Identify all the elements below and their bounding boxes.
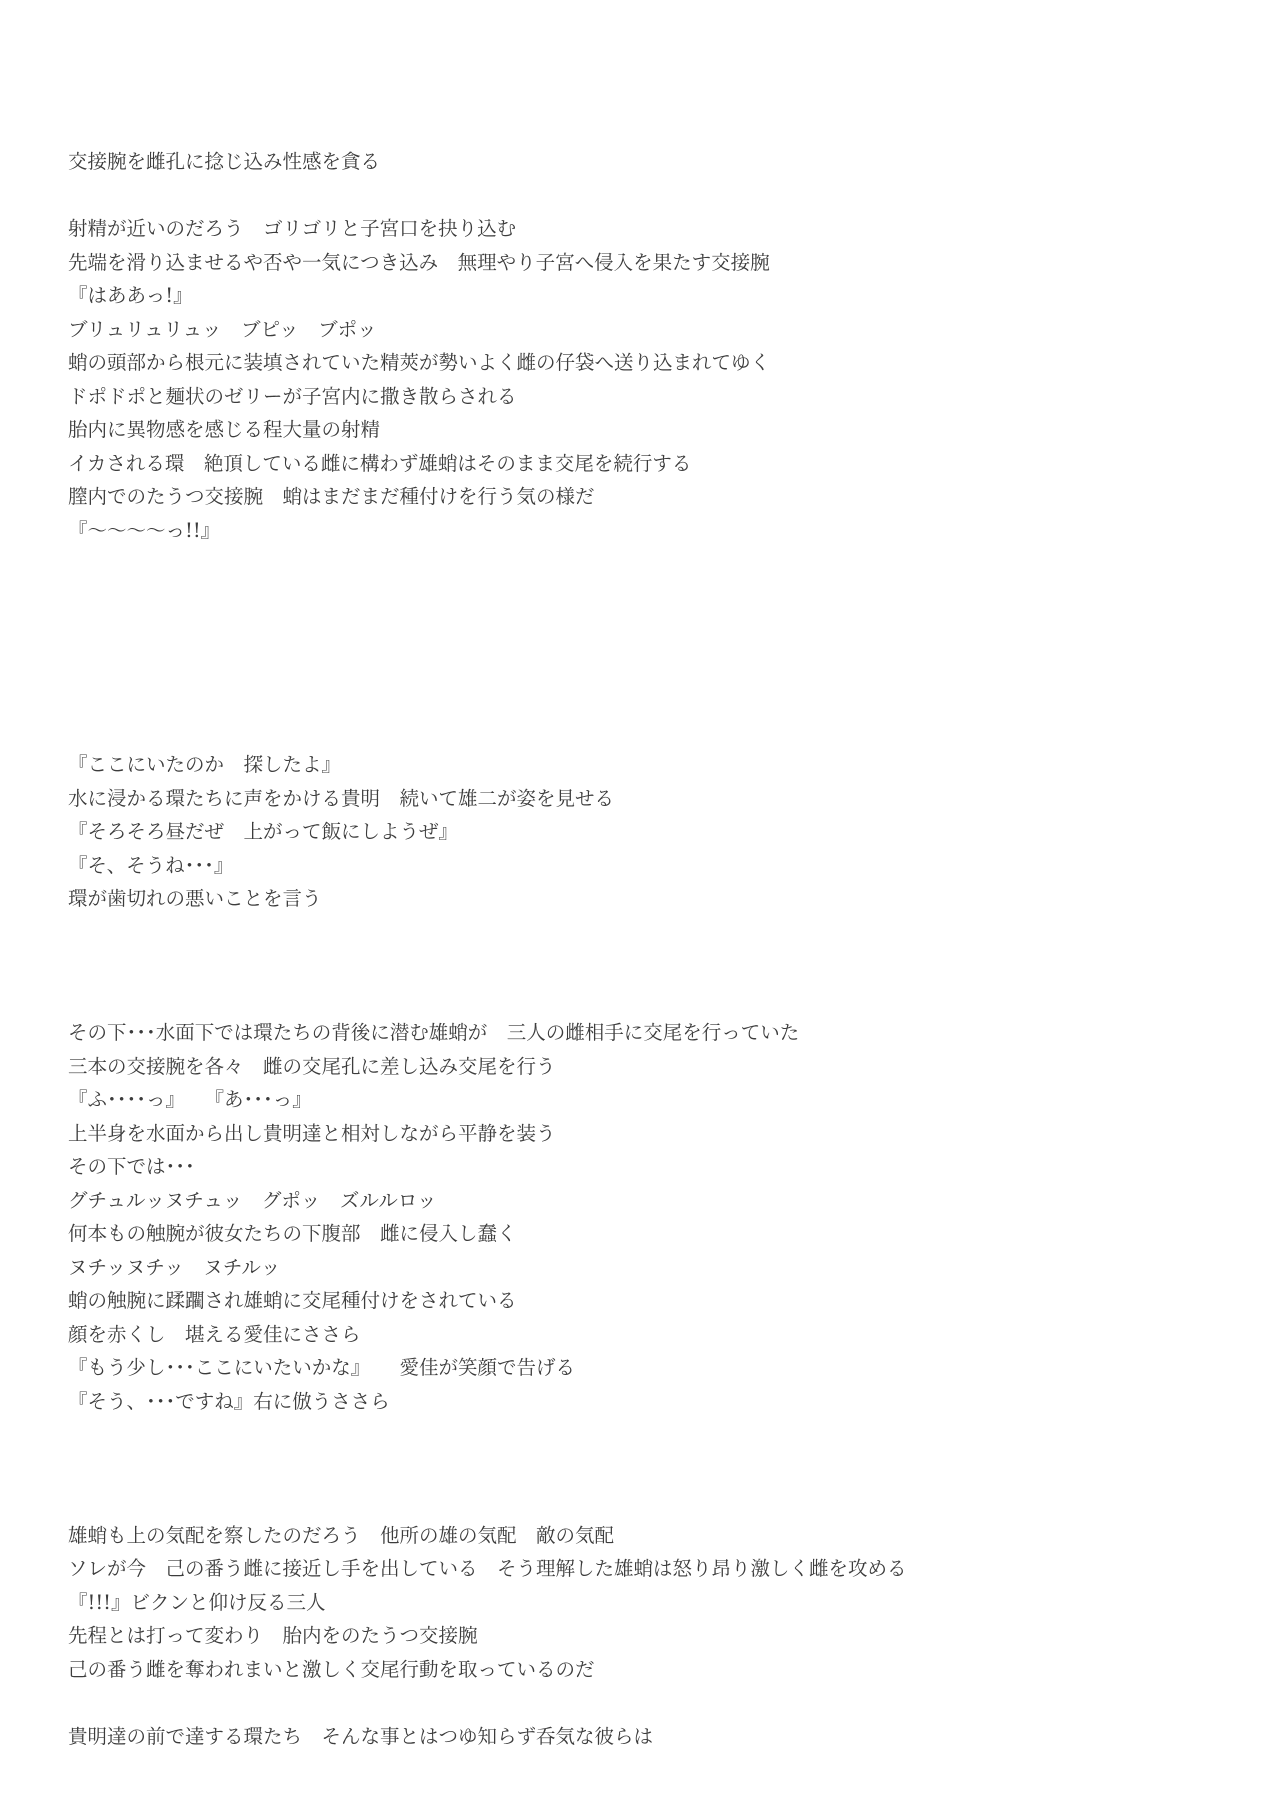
text-line: 『～～～～っ!!』 <box>68 518 221 542</box>
text-body <box>68 145 907 1753</box>
text-line: 三本の交接腕を各々 雌の交尾孔に差し込み交尾を行う <box>68 1054 556 1078</box>
text-line: 射精が近いのだろう ゴリゴリと子宮口を抉り込む <box>68 217 517 240</box>
text-line: グチュルッヌチュッ グポッ ズルルロッ <box>68 1188 437 1212</box>
text-line: 『そう、･･･ですね』右に倣うささら <box>68 1389 390 1413</box>
text-line: 何本もの触腕が彼女たちの下腹部 雌に侵入し蠢く <box>68 1222 517 1245</box>
text-section <box>68 1016 907 1418</box>
text-section <box>68 212 907 547</box>
text-section <box>68 748 907 916</box>
text-line: その下では･･･ <box>68 1155 195 1178</box>
text-line: 顔を赤くし 堪える愛佳にささら <box>68 1322 361 1346</box>
text-line: ヌチッヌチッ ヌチルッ <box>68 1255 281 1279</box>
text-line: 水に浸かる環たちに声をかける貴明 続いて雄二が姿を見せる <box>68 786 615 810</box>
text-section <box>68 1519 907 1687</box>
text-line: 『そ、そうね･･･』 <box>68 853 234 877</box>
text-line: 膣内でのたうつ交接腕 蛸はまだまだ種付けを行う気の様だ <box>68 485 595 508</box>
text-line: 『そろそろ昼だぜ 上がって飯にしようぜ』 <box>68 820 459 843</box>
text-line: ブリュリュリュッ ブピッ ブポッ <box>68 317 377 341</box>
text-section <box>68 145 907 179</box>
text-line: 貴明達の前で達する環たち そんな事とはつゆ知らず呑気な彼らは <box>68 1724 654 1748</box>
text-line: ドポドポと麺状のゼリーが子宮内に撒き散らされる <box>68 384 517 408</box>
text-section <box>68 1720 907 1754</box>
text-line: その下･･･水面下では環たちの背後に潜む雄蛸が 三人の雌相手に交尾を行っていた <box>68 1021 800 1044</box>
text-line: イカされる環 絶頂している雌に構わず雄蛸はそのまま交尾を続行する <box>68 451 692 475</box>
text-line: ソレが今 己の番う雌に接近し手を出している そう理解した雄蛸は怒り昂り激しく雌を攻める <box>68 1557 907 1580</box>
text-line: 『ここにいたのか 探したよ』 <box>68 753 342 776</box>
text-line: 上半身を水面から出し貴明達と相対しながら平静を装う <box>68 1121 556 1145</box>
text-line: 蛸の触腕に蹂躙され雄蛸に交尾種付けをされている <box>68 1289 517 1312</box>
text-line: 先端を滑り込ませるや否や一気につき込み 無理やり子宮へ侵入を果たす交接腕 <box>68 250 770 274</box>
text-line: 己の番う雌を奪われまいと激しく交尾行動を取っているのだ <box>68 1657 595 1681</box>
text-line: 交接腕を雌孔に捻じ込み性感を貪る <box>68 150 381 173</box>
text-line: 先程とは打って変わり 胎内をのたうつ交接腕 <box>68 1624 478 1647</box>
text-line: 『ふ････っ』 『あ･･･っ』 <box>68 1088 312 1111</box>
text-line: 『もう少し･･･ここにいたいかな』 愛佳が笑顔で告げる <box>68 1356 576 1379</box>
text-line: 『はああっ!』 <box>68 284 193 307</box>
text-line: 胎内に異物感を感じる程大量の射精 <box>68 418 381 441</box>
text-line: 『!!!』ビクンと仰け反る三人 <box>68 1590 326 1614</box>
text-line: 蛸の頭部から根元に装填されていた精莢が勢いよく雌の仔袋へ送り込まれてゆく <box>68 351 771 374</box>
text-line: 環が歯切れの悪いことを言う <box>68 887 322 910</box>
text-line: 雄蛸も上の気配を察したのだろう 他所の雄の気配 敵の気配 <box>68 1523 615 1547</box>
